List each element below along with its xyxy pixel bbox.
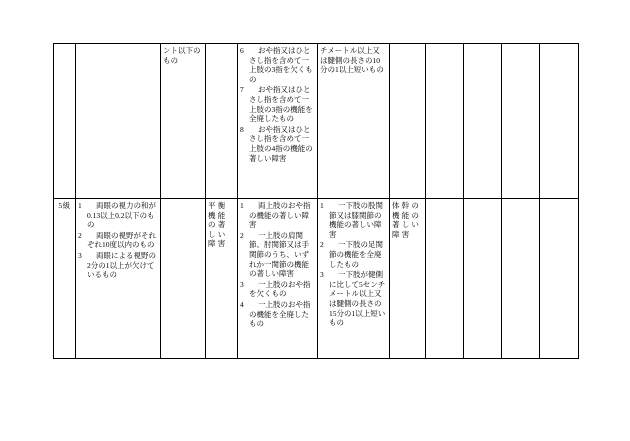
balance-text: 平衡機能の著しい障害	[208, 201, 228, 249]
cell-upper-limb	[238, 44, 318, 199]
list-item	[240, 231, 315, 279]
item-text: おや指又はひとさし指を含めて一上肢の3指を欠くもの	[249, 46, 313, 84]
cell-upper-limb	[238, 199, 318, 359]
cell-grade: 5級	[54, 199, 76, 359]
cell-extra4	[540, 44, 579, 199]
item-text: 両眼の視力の和が0.13以上0.2以下のもの	[87, 201, 156, 230]
list-item	[78, 201, 158, 230]
item-number: 1	[240, 201, 244, 210]
list-item	[240, 85, 315, 123]
item-number: 7	[240, 85, 244, 95]
item-number: 3	[320, 270, 324, 280]
item-text: 両上肢のおや指の機能の著しい障害	[249, 201, 311, 230]
item-number: 2	[240, 230, 244, 240]
cell-extra2	[464, 44, 502, 199]
item-text: 一上肢のおや指の機能を全廃したもの	[249, 299, 311, 329]
trunk-text: 体幹の機能の著しい障害	[392, 201, 422, 239]
cell-lower-limb	[318, 44, 390, 199]
cell-grade	[54, 44, 76, 199]
cell-extra3	[502, 44, 540, 199]
cell-hearing	[161, 199, 206, 359]
item-text: おや指又はひとさし指を含めて一上肢の4指の機能の著しい障害	[249, 124, 313, 163]
list-item	[78, 231, 158, 250]
hearing-text: ント以下のもの	[163, 46, 201, 65]
cell-extra1	[426, 199, 464, 359]
table-row	[54, 44, 579, 199]
cell-balance	[206, 44, 238, 199]
cell-trunk	[390, 199, 426, 359]
cell-lower-limb	[318, 199, 390, 359]
list-item	[240, 46, 315, 84]
disability-grade-table	[53, 43, 579, 359]
list-item	[240, 280, 315, 299]
list-item	[320, 201, 387, 239]
cell-extra2	[464, 199, 502, 359]
item-number: 2	[320, 240, 324, 250]
item-text: 両眼の視野がそれぞれ10度以内のもの	[87, 230, 156, 250]
list-item	[240, 300, 315, 329]
item-number: 3	[78, 250, 82, 260]
cell-extra1	[426, 44, 464, 199]
item-text: おや指又はひとさし指を含めて一上肢の3指の機能を全廃したもの	[249, 85, 313, 124]
cell-trunk	[390, 44, 426, 199]
item-number: 2	[78, 230, 82, 240]
cell-extra4	[540, 199, 579, 359]
item-text: 一下肢の足関節の機能を全廃したもの	[329, 240, 383, 269]
item-text: 一下肢の股関節又は膝関節の機能の著しい障害	[329, 201, 383, 239]
item-text: 一上肢の肩関節、肘関節又は手関節のうち、いずれか一関節の機能の著しい障害	[249, 230, 309, 279]
list-item	[320, 240, 387, 269]
cell-balance	[206, 199, 238, 359]
list-item	[78, 251, 158, 280]
item-text: チメートル以上又は腱側の長さの10分の1以上短いもの	[320, 46, 384, 75]
item-text: 両眼による視野の2分の1以上が欠けているもの	[87, 250, 156, 280]
item-text: 一下肢が健側に比して5センチメートル以上又は腱側の長さの15分の1以上短いもの	[329, 270, 386, 328]
item-number: 4	[240, 299, 244, 309]
item-number: 6	[240, 46, 244, 55]
list-item	[320, 270, 387, 328]
list-item	[240, 125, 315, 163]
item-number: 1	[320, 201, 324, 210]
cell-hearing	[161, 44, 206, 199]
cell-vision	[76, 44, 161, 199]
item-number: 1	[78, 201, 82, 210]
item-number: 3	[240, 279, 244, 289]
list-item	[240, 201, 315, 230]
cell-extra3	[502, 199, 540, 359]
table-row	[54, 199, 579, 359]
item-text: 一上肢のおや指を欠くもの	[249, 279, 311, 299]
item-number: 8	[240, 124, 244, 134]
cell-vision	[76, 199, 161, 359]
